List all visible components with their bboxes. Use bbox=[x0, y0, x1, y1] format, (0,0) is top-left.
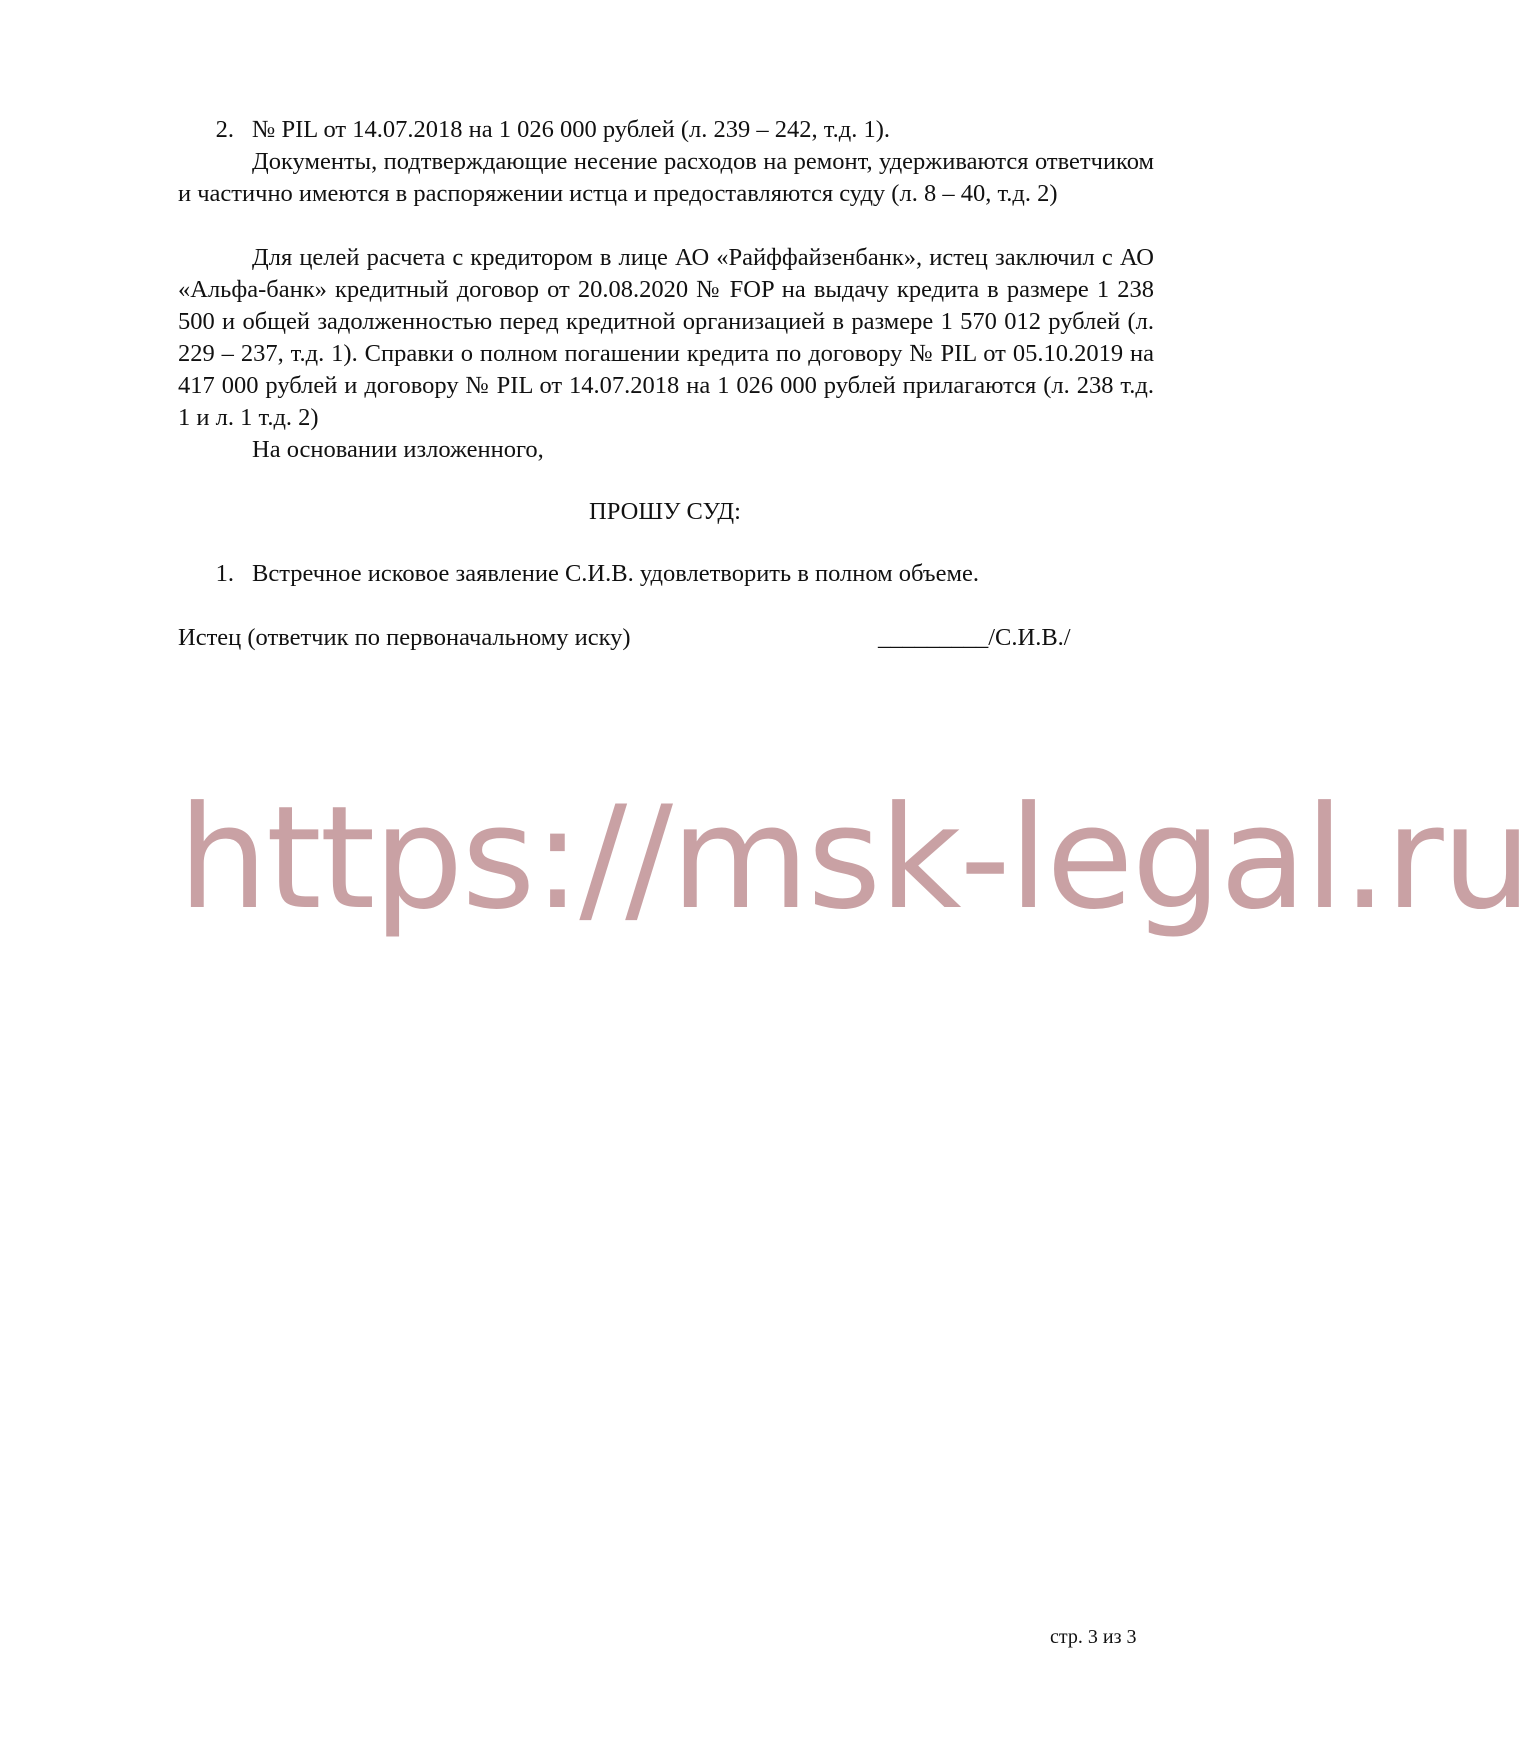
list-item-number: 1. bbox=[215, 560, 234, 587]
signature-row bbox=[178, 622, 1078, 654]
paragraph-text: Документы, подтверждающие несение расходов на ремонт, удерживаются ответчиком и частично имеются в распоряжении истца и предоставляются суду (л. 8 – 40, т.д. 2) bbox=[178, 148, 1154, 207]
request-item-1 bbox=[178, 558, 979, 590]
paragraph-text: На основании изложенного, bbox=[252, 436, 544, 463]
watermark-text: https://msk-legal.ru bbox=[178, 776, 1530, 941]
list-item-number: 2. bbox=[215, 116, 234, 143]
paragraph-documents bbox=[178, 146, 1154, 210]
paragraph-credit bbox=[178, 242, 1154, 434]
list-item-text: № PIL от 14.07.2018 на 1 026 000 рублей (л. 239 – 242, т.д. 1). bbox=[252, 116, 891, 143]
paragraph-basis bbox=[178, 434, 1154, 466]
list-item-text: Встречное исковое заявление С.И.В. удовлетворить в полном объеме. bbox=[252, 560, 979, 587]
paragraph-text: Для целей расчета с кредитором в лице АО «Райффайзенбанк», истец заключил с АО «Альфа-банк» кредитный договор от 20.08.2020 № FOP на выдачу кредита в размере 1 238 500 и общей задолженностью перед кредитной организацией в размере 1 570 012 рублей (л. 229 – 237, т.д. 1). Справки о полном погашении кредита по договору № PIL от 05.10.2019 на 417 000 рублей и договору № PIL от 14.07.2018 на 1 026 000 рублей прилагаются (л. 238 т.д. 1 и л. 1 т.д. 2) bbox=[178, 244, 1154, 431]
page-number: стр. 3 из 3 bbox=[1050, 1626, 1137, 1648]
signature-label: Истец (ответчик по первоначальному иску) bbox=[178, 624, 631, 651]
signature-line: _________/С.И.В./ bbox=[878, 624, 1071, 651]
request-heading: ПРОШУ СУД: bbox=[589, 498, 741, 525]
list-item-2 bbox=[178, 114, 890, 146]
